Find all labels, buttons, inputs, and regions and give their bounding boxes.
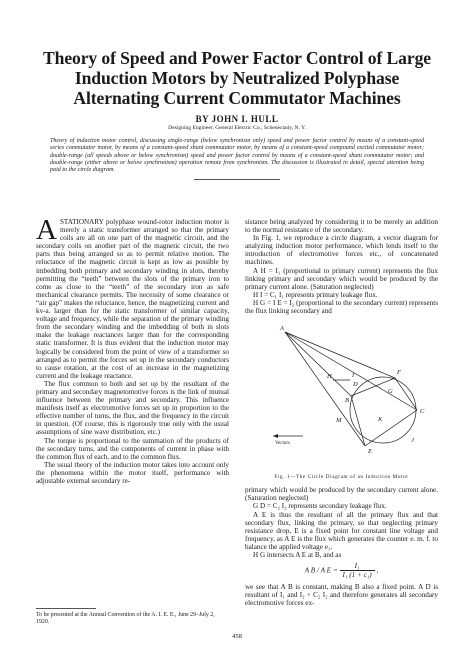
page-number: 458 bbox=[232, 633, 242, 640]
left-paragraph-1-text: STATIONARY polyphase wound-rotor induction motor is merely a static transformer arranged so that the primary coils are all on one part of the magnetic circuit, and the secondary coils on another part of the magnetic circuit, the two parts thus being arranged so as to permit relative motion. The reluctance of the magnetic circuit is kept as low as possible by imbedding both primary and secondary winding in slots, thereby permitting the “teeth” between the slots of the primary iron to come as close to the “teeth” of the secondary iron as safe mechanical clearance permits. The necessity of some clearance or “air gap” makes the reluctance, hence, the magnetizing current and kv-a. larger than for the static transformer of similar capacity, voltage and frequency, while the separation of the primary winding from the secondary winding and the imbedding of both in slots make the leakage reactances larger than for the corresponding static transformer. It is thus evident that the induction motor may logically be considered from the point of view of a transformer so arranged as to permit the forces set up in the secondary conductors to cause rotation, at the cost of an increase in the magnetizing current and the leakage reactance. bbox=[36, 218, 229, 380]
footnote-divider bbox=[36, 608, 96, 609]
point-label-k: K bbox=[378, 416, 383, 424]
formula-fraction bbox=[340, 562, 375, 579]
vector-line-6 bbox=[351, 396, 365, 446]
title-line-2: Induction Motors by Neutralized Polyphase bbox=[74, 68, 400, 88]
right-paragraph-3: A H = I₁ (proportional to primary current) represents the flux linking primary and secondary which would be produced by the primary current alone. (Saturation neglected) bbox=[245, 266, 438, 291]
circle-diagram-figure bbox=[245, 318, 438, 470]
formula-tail: , bbox=[376, 566, 379, 575]
point-label-g: G bbox=[388, 388, 393, 396]
formula-numerator: I₁ bbox=[340, 562, 375, 571]
left-column bbox=[36, 214, 229, 485]
title-line-1: Theory of Speed and Power Factor Control of Large bbox=[43, 48, 431, 68]
right-paragraph-9: H G intersects A E at B, and as bbox=[253, 550, 342, 559]
right-paragraph-2: In Fig. 1, we reproduce a circle diagram, a vector diagram for analyzing induction motor performance, which lends itself to the introduction of electromotive forces etc., of concatenated machines. bbox=[245, 234, 438, 267]
point-label-c: C bbox=[420, 408, 425, 416]
figure-caption: Fig. 1—The Circle Diagram of an Induction Motor bbox=[274, 474, 409, 481]
left-paragraph-2: The flux common to both and set up by the resultant of the primary and secondary magnetomotive forces is the link of mutual influence between the primary and secondary. This influence manifests itself as electromotive forces set up in proportion to the effective number of turns, the flux, and the frequency in the circuit in question. (Of course, this is rigorously true only with the usual assumptions of sine wave distribution, etc.) bbox=[36, 379, 229, 437]
left-paragraph-1 bbox=[36, 214, 229, 380]
ratio-formula bbox=[245, 562, 438, 579]
right-paragraph-6: primary which would be produced by the secondary current alone. (Saturation neglected) bbox=[245, 486, 438, 503]
right-paragraph-7: G D = C₂ I₂ represents secondary leakage flux. bbox=[253, 502, 387, 511]
point-label-m: M bbox=[336, 417, 342, 425]
point-label-f: F bbox=[397, 369, 401, 377]
circle-locus bbox=[350, 377, 416, 443]
arrow-head bbox=[273, 434, 278, 438]
abstract-divider bbox=[194, 179, 280, 180]
vectors-label: Vectors bbox=[275, 441, 290, 447]
point-label-e: E bbox=[368, 448, 372, 456]
article-title bbox=[36, 48, 438, 108]
drop-cap: A bbox=[36, 214, 57, 246]
point-label-i: I bbox=[352, 372, 355, 380]
body-columns bbox=[36, 214, 438, 608]
right-paragraph-10: we see that A B is constant, making B also a fixed point. A D is resultant of I₁ and I₂ + C₂ I₂ and therefore generates all secondary electromotive forces ex- bbox=[245, 583, 438, 608]
point-label-d: D bbox=[353, 381, 358, 389]
footnote: To be presented at the Annual Convention of the A. I. E. E., June 29–July 2, 1920. bbox=[36, 612, 215, 625]
point-label-j: J bbox=[411, 437, 414, 445]
vector-line-4 bbox=[285, 332, 351, 396]
right-column bbox=[245, 218, 438, 608]
formula-denominator: I₁ (1 + c₁) bbox=[342, 571, 372, 580]
affiliation: Designing Engineer, General Electric Co., Schenectady, N. Y. bbox=[168, 125, 306, 131]
circle-diagram bbox=[245, 318, 438, 470]
right-paragraph-4: H I = C₁ I₁ represents primary leakage flux. bbox=[253, 290, 378, 299]
formula-lhs: A B / A E = bbox=[304, 566, 338, 575]
point-label-h: H bbox=[327, 373, 332, 381]
point-label-b: B bbox=[345, 397, 349, 405]
left-paragraph-3: The torque is proportional to the summation of the products of the secondary turns, and the components of current in phase with the common flux of each, and to the common flux. bbox=[36, 436, 229, 461]
right-paragraph-8: A E is thus the resultant of all the primary flux and that secondary flux, linking the primary, so that neglecting primary resistance drop, E is a fixed point for constant line voltage and frequency, as A E is the flux which generates the counter e. m. f. to balance the applied voltage e₁. bbox=[245, 510, 438, 551]
abstract: Theory of induction motor control, discussing single-range (below synchronism only) speed and power factor control by means of a constant-speed series commutator motor, by means of a constant-speed shunt commutator motor, by means of a constant-speed compound excited commutator motor; double-range (all speeds above or below synchronism) speed and power factor control by means of a constant-speed shunt commutator motor; and double-range (either above or below synchronism) operation remote from synchronism. The discussion is illustrated in detail, special attention being paid to the circle diagram. bbox=[50, 138, 424, 174]
right-paragraph-1: sistance being analyzed by considering it to be merely an addition to the normal resistance of the secondary. bbox=[245, 218, 438, 235]
byline: BY JOHN I. HULL bbox=[195, 114, 279, 124]
vector-line-7 bbox=[395, 378, 417, 410]
title-line-3: Alternating Current Commutator Machines bbox=[73, 88, 401, 108]
point-label-a: A bbox=[280, 325, 284, 333]
vector-line-8 bbox=[365, 410, 417, 446]
left-paragraph-4: The usual theory of the induction motor takes into account only the phenomena within the motor itself, performance with adjustable external secondary re- bbox=[36, 460, 229, 485]
right-paragraph-5: H G = I E = I₂ (proportional to the secondary current) represents the flux linking secondary and bbox=[245, 298, 438, 316]
